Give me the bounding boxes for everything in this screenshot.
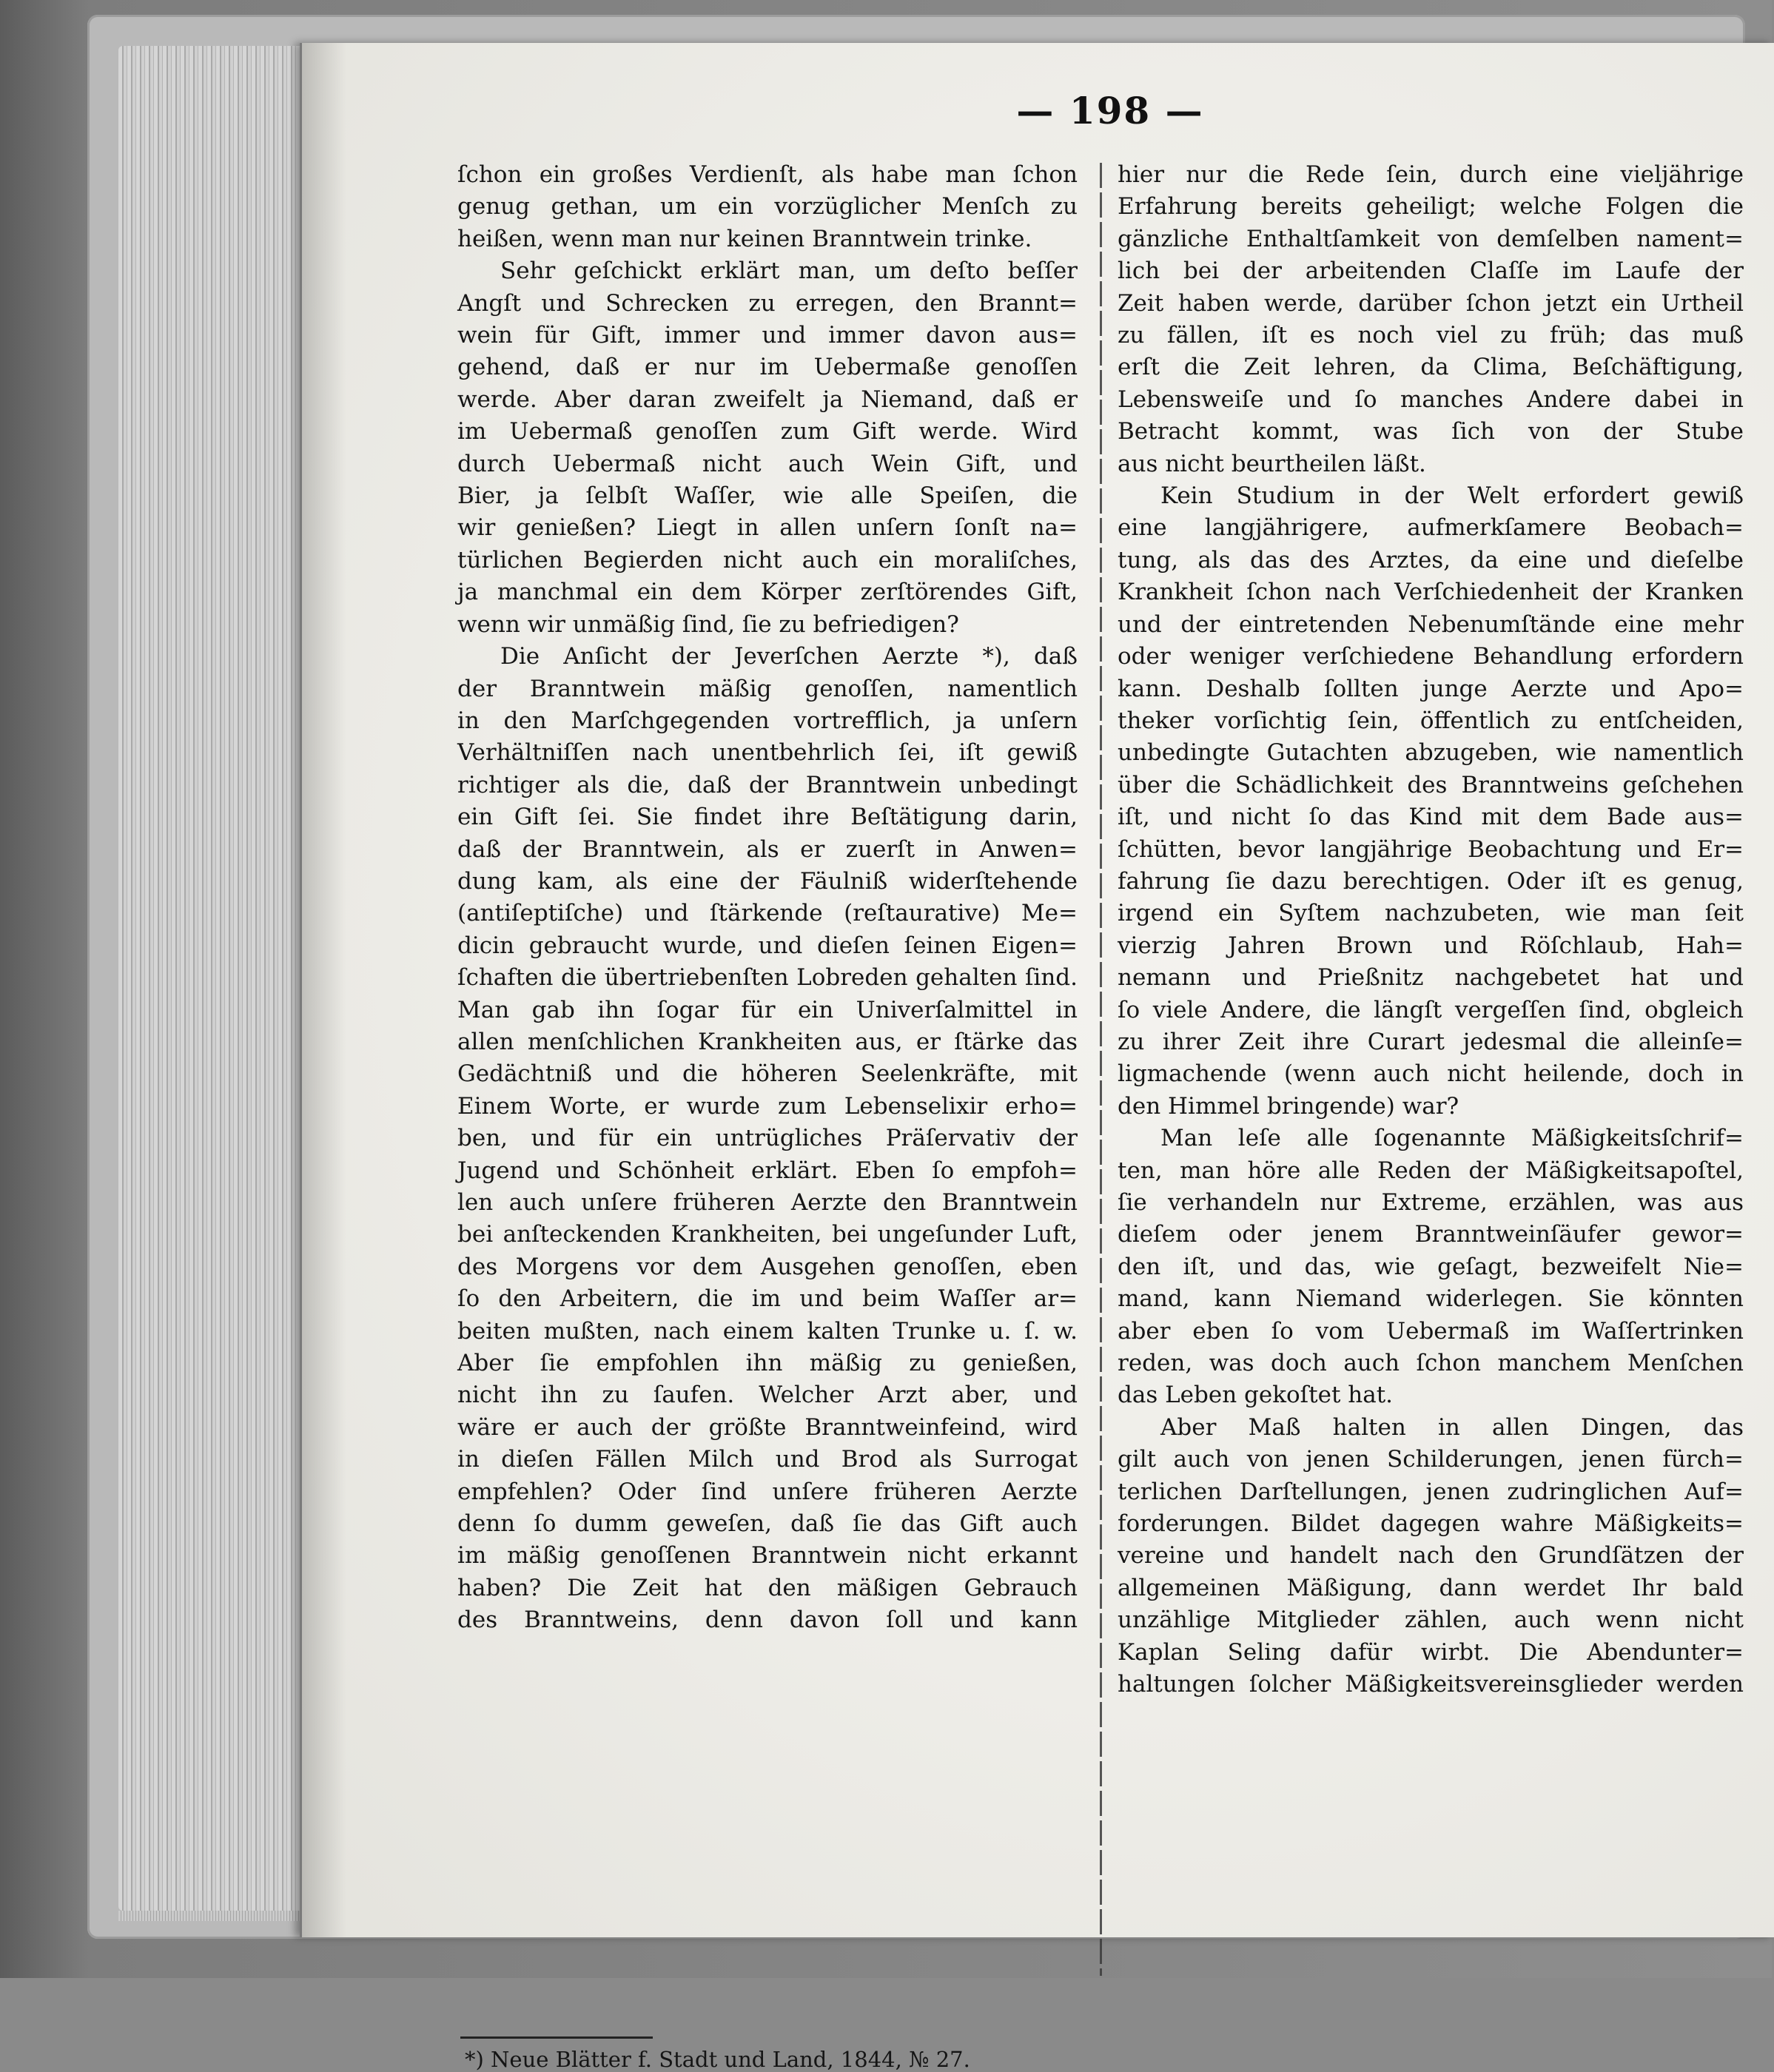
- text-line: wein für Gift, immer und immer davon aus=: [457, 322, 1078, 349]
- text-line: genug gethan, um ein vorzüglicher Menſch zu: [457, 193, 1078, 221]
- text-line: haltungen ſolcher Mäßigkeitsvereinsglieder werden: [1118, 1671, 1744, 1698]
- text-line: ſchütten, bevor langjährige Beobachtung und Er=: [1118, 835, 1744, 863]
- text-line: Kaplan Seling dafür wirbt. Die Abendunter=: [1118, 1638, 1744, 1666]
- text-line: Angſt und Schrecken zu erregen, den Brannt=: [457, 289, 1078, 317]
- text-line: Krankheit ſchon nach Verſchiedenheit der Kranken: [1118, 579, 1744, 606]
- text-line: Aber Maß halten in allen Dingen, das: [1160, 1413, 1744, 1441]
- text-line: heißen, wenn man nur keinen Branntwein trinke.: [457, 225, 1032, 252]
- text-line: iſt, und nicht ſo das Kind mit dem Bade aus=: [1118, 804, 1744, 831]
- text-line: ſie verhandeln nur Extreme, erzählen, was aus: [1118, 1189, 1744, 1216]
- text-line: zu ihrer Zeit ihre Curart jedesmal die alleinſe=: [1118, 1028, 1744, 1055]
- text-line: (antiſeptiſche) und ſtärkende (reſtaurative) Me=: [457, 900, 1078, 927]
- text-line: Einem Worte, er wurde zum Lebenselixir erho=: [457, 1092, 1078, 1120]
- text-line: Lebensweiſe und ſo manches Andere dabei in: [1118, 386, 1744, 413]
- text-line: kann. Deshalb ſollten junge Aerzte und Apo=: [1118, 675, 1744, 702]
- footnote: *) Neue Blätter f. Stadt und Land, 1844, № 27.: [465, 2047, 970, 2072]
- text-line: unzählige Mitglieder zählen, auch wenn nicht: [1118, 1607, 1744, 1634]
- text-line: gilt auch von jenen Schilderungen, jenen fürch=: [1118, 1446, 1744, 1473]
- text-line: haben? Die Zeit hat den mäßigen Gebrauch: [457, 1574, 1078, 1601]
- text-line: beiten mußten, nach einem kalten Trunke u. ſ. w.: [457, 1317, 1078, 1345]
- text-line: ſo den Arbeitern, die im und beim Waſſer ar=: [457, 1285, 1078, 1313]
- text-line: im Uebermaß genoſſen zum Gift werde. Wird: [457, 418, 1078, 445]
- text-line: wir genießen? Liegt in allen unſern ſonſt na=: [457, 514, 1078, 542]
- text-line: reden, was doch auch ſchon manchem Menſchen: [1118, 1350, 1744, 1377]
- text-line: terlichen Darſtellungen, jenen zudringlichen Auf=: [1118, 1478, 1744, 1505]
- text-line: werde. Aber daran zweifelt ja Niemand, daß er: [457, 386, 1078, 413]
- column-divider: [1100, 163, 1102, 1976]
- text-line: ten, man höre alle Reden der Mäßigkeitsapoſtel,: [1118, 1157, 1744, 1184]
- text-line: Zeit haben werde, darüber ſchon jetzt ein Urtheil: [1118, 289, 1744, 317]
- text-line: das Leben gekoſtet hat.: [1118, 1382, 1394, 1409]
- text-line: daß der Branntwein, als er zuerſt in Anwen=: [457, 835, 1078, 863]
- text-line: wenn wir unmäßig ſind, ſie zu befriedigen?: [457, 610, 959, 638]
- text-line: richtiger als die, daß der Branntwein unbedingt: [457, 771, 1078, 798]
- text-line: tung, als das des Arztes, da eine und dieſelbe: [1118, 546, 1744, 574]
- text-line: forderungen. Bildet dagegen wahre Mäßigkeits=: [1118, 1510, 1744, 1538]
- text-line: fahrung ſie dazu berechtigen. Oder iſt es genug,: [1118, 867, 1744, 895]
- text-line: Erfahrung bereits geheiligt; welche Folgen die: [1118, 193, 1744, 221]
- text-line: nemann und Prießnitz nachgebetet hat und: [1118, 964, 1744, 992]
- text-line: ſchaften die übertriebenſten Lobreden gehalten ſind.: [457, 964, 1078, 992]
- text-line: Gedächtniß und die höheren Seelenkräfte, mit: [457, 1060, 1078, 1088]
- text-line: Kein Studium in der Welt erfordert gewiß: [1160, 482, 1744, 510]
- text-line: Bier, ja ſelbſt Waſſer, wie alle Speiſen, die: [457, 482, 1078, 510]
- text-line: Aber ſie empfohlen ihn mäßig zu genießen,: [457, 1350, 1078, 1377]
- text-line: Die Anſicht der Jeverſchen Aerzte *), daß: [500, 643, 1078, 670]
- text-line: türlichen Begierden nicht auch ein moraliſches,: [457, 546, 1078, 574]
- text-line: des Branntweins, denn davon ſoll und kann: [457, 1607, 1078, 1634]
- text-line: mand, kann Niemand widerlegen. Sie könnten: [1118, 1285, 1744, 1313]
- text-line: ſchon ein großes Verdienſt, als habe man ſchon: [457, 161, 1078, 188]
- text-line: aus nicht beurtheilen läßt.: [1118, 450, 1426, 477]
- text-line: ſo viele Andere, die längſt vergeſſen ſind, obgleich: [1118, 996, 1744, 1023]
- text-line: Betracht kommt, was ſich von der Stube: [1118, 418, 1744, 445]
- text-line: len auch unſere früheren Aerzte den Branntwein: [457, 1189, 1078, 1216]
- text-line: allgemeinen Mäßigung, dann werdet Ihr bald: [1118, 1574, 1744, 1601]
- text-line: gehend, daß er nur im Uebermaße genoſſen: [457, 354, 1078, 381]
- left-text-column: [457, 159, 1078, 1637]
- text-line: den Himmel bringende) war?: [1118, 1092, 1459, 1120]
- text-line: zu fällen, iſt es noch viel zu früh; das muß: [1118, 322, 1744, 349]
- text-line: allen menſchlichen Krankheiten aus, er ſtärke das: [457, 1028, 1078, 1055]
- right-text-column: [1118, 159, 1744, 1701]
- text-line: Sehr geſchickt erklärt man, um deſto beſſer: [500, 258, 1078, 285]
- text-line: durch Uebermaß nicht auch Wein Gift, und: [457, 450, 1078, 477]
- text-line: eine langjährigere, aufmerkſamere Beobach=: [1118, 514, 1744, 542]
- text-line: dung kam, als eine der Fäulniß widerſtehende: [457, 867, 1078, 895]
- text-line: ein Gift ſei. Sie findet ihre Beſtätigung darin,: [457, 804, 1078, 831]
- text-line: erſt die Zeit lehren, da Clima, Beſchäftigung,: [1118, 354, 1744, 381]
- text-line: Man gab ihn ſogar für ein Univerſalmittel in: [457, 996, 1078, 1023]
- text-line: im mäßig genoſſenen Branntwein nicht erkannt: [457, 1542, 1078, 1570]
- text-line: wäre er auch der größte Branntweinfeind, wird: [457, 1413, 1078, 1441]
- text-line: dicin gebraucht wurde, und dieſen ſeinen Eigen=: [457, 932, 1078, 959]
- text-line: Man leſe alle ſogenannte Mäßigkeitsſchrif=: [1160, 1125, 1744, 1152]
- text-line: über die Schädlichkeit des Branntweins geſchehen: [1118, 771, 1744, 798]
- text-line: irgend ein Syſtem nachzubeten, wie man ſeit: [1118, 900, 1744, 927]
- text-line: Jugend und Schönheit erklärt. Eben ſo empfoh=: [457, 1157, 1078, 1184]
- footnote-rule: [460, 2036, 653, 2039]
- text-line: unbedingte Gutachten abzugeben, wie namentlich: [1118, 739, 1744, 767]
- text-line: dieſem oder jenem Branntweinſäufer gewor=: [1118, 1221, 1744, 1248]
- text-line: denn ſo dumm geweſen, daß ſie das Gift auch: [457, 1510, 1078, 1538]
- text-line: ja manchmal ein dem Körper zerſtörendes Gift,: [457, 579, 1078, 606]
- text-line: des Morgens vor dem Ausgehen genoſſen, eben: [457, 1253, 1078, 1280]
- text-line: und der eintretenden Nebenumſtände eine mehr: [1118, 610, 1744, 638]
- text-line: lich bei der arbeitenden Claſſe im Laufe der: [1118, 258, 1744, 285]
- text-line: empfehlen? Oder ſind unſere früheren Aerzte: [457, 1478, 1078, 1505]
- page-number: — 198 —: [1016, 89, 1204, 132]
- text-line: in den Marſchgegenden vortrefflich, ja unſern: [457, 707, 1078, 734]
- text-line: den iſt, und das, wie geſagt, bezweifelt Nie=: [1118, 1253, 1744, 1280]
- text-line: bei anſteckenden Krankheiten, bei ungeſunder Luft,: [457, 1221, 1078, 1248]
- text-line: in dieſen Fällen Milch und Brod als Surrogat: [457, 1446, 1078, 1473]
- text-line: der Branntwein mäßig genoſſen, namentlich: [457, 675, 1078, 702]
- text-line: ben, und für ein untrügliches Präſervativ der: [457, 1125, 1078, 1152]
- text-line: hier nur die Rede ſein, durch eine vieljährige: [1118, 161, 1744, 188]
- text-line: ligmachende (wenn auch nicht heilende, doch in: [1118, 1060, 1744, 1088]
- page-edges: [118, 46, 303, 1911]
- text-line: theker vorſichtig ſein, öffentlich zu entſcheiden,: [1118, 707, 1744, 734]
- text-line: aber eben ſo vom Uebermaß im Waſſertrinken: [1118, 1317, 1744, 1345]
- text-line: gänzliche Enthaltſamkeit von demſelben nament=: [1118, 225, 1744, 252]
- text-line: Verhältniſſen nach unentbehrlich ſei, iſt gewiß: [457, 739, 1078, 767]
- text-line: vierzig Jahren Brown und Röſchlaub, Hah=: [1118, 932, 1744, 959]
- text-line: nicht ihn zu ſaufen. Welcher Arzt aber, und: [457, 1382, 1078, 1409]
- text-line: vereine und handelt nach den Grundſätzen der: [1118, 1542, 1744, 1570]
- text-line: oder weniger verſchiedene Behandlung erfordern: [1118, 643, 1744, 670]
